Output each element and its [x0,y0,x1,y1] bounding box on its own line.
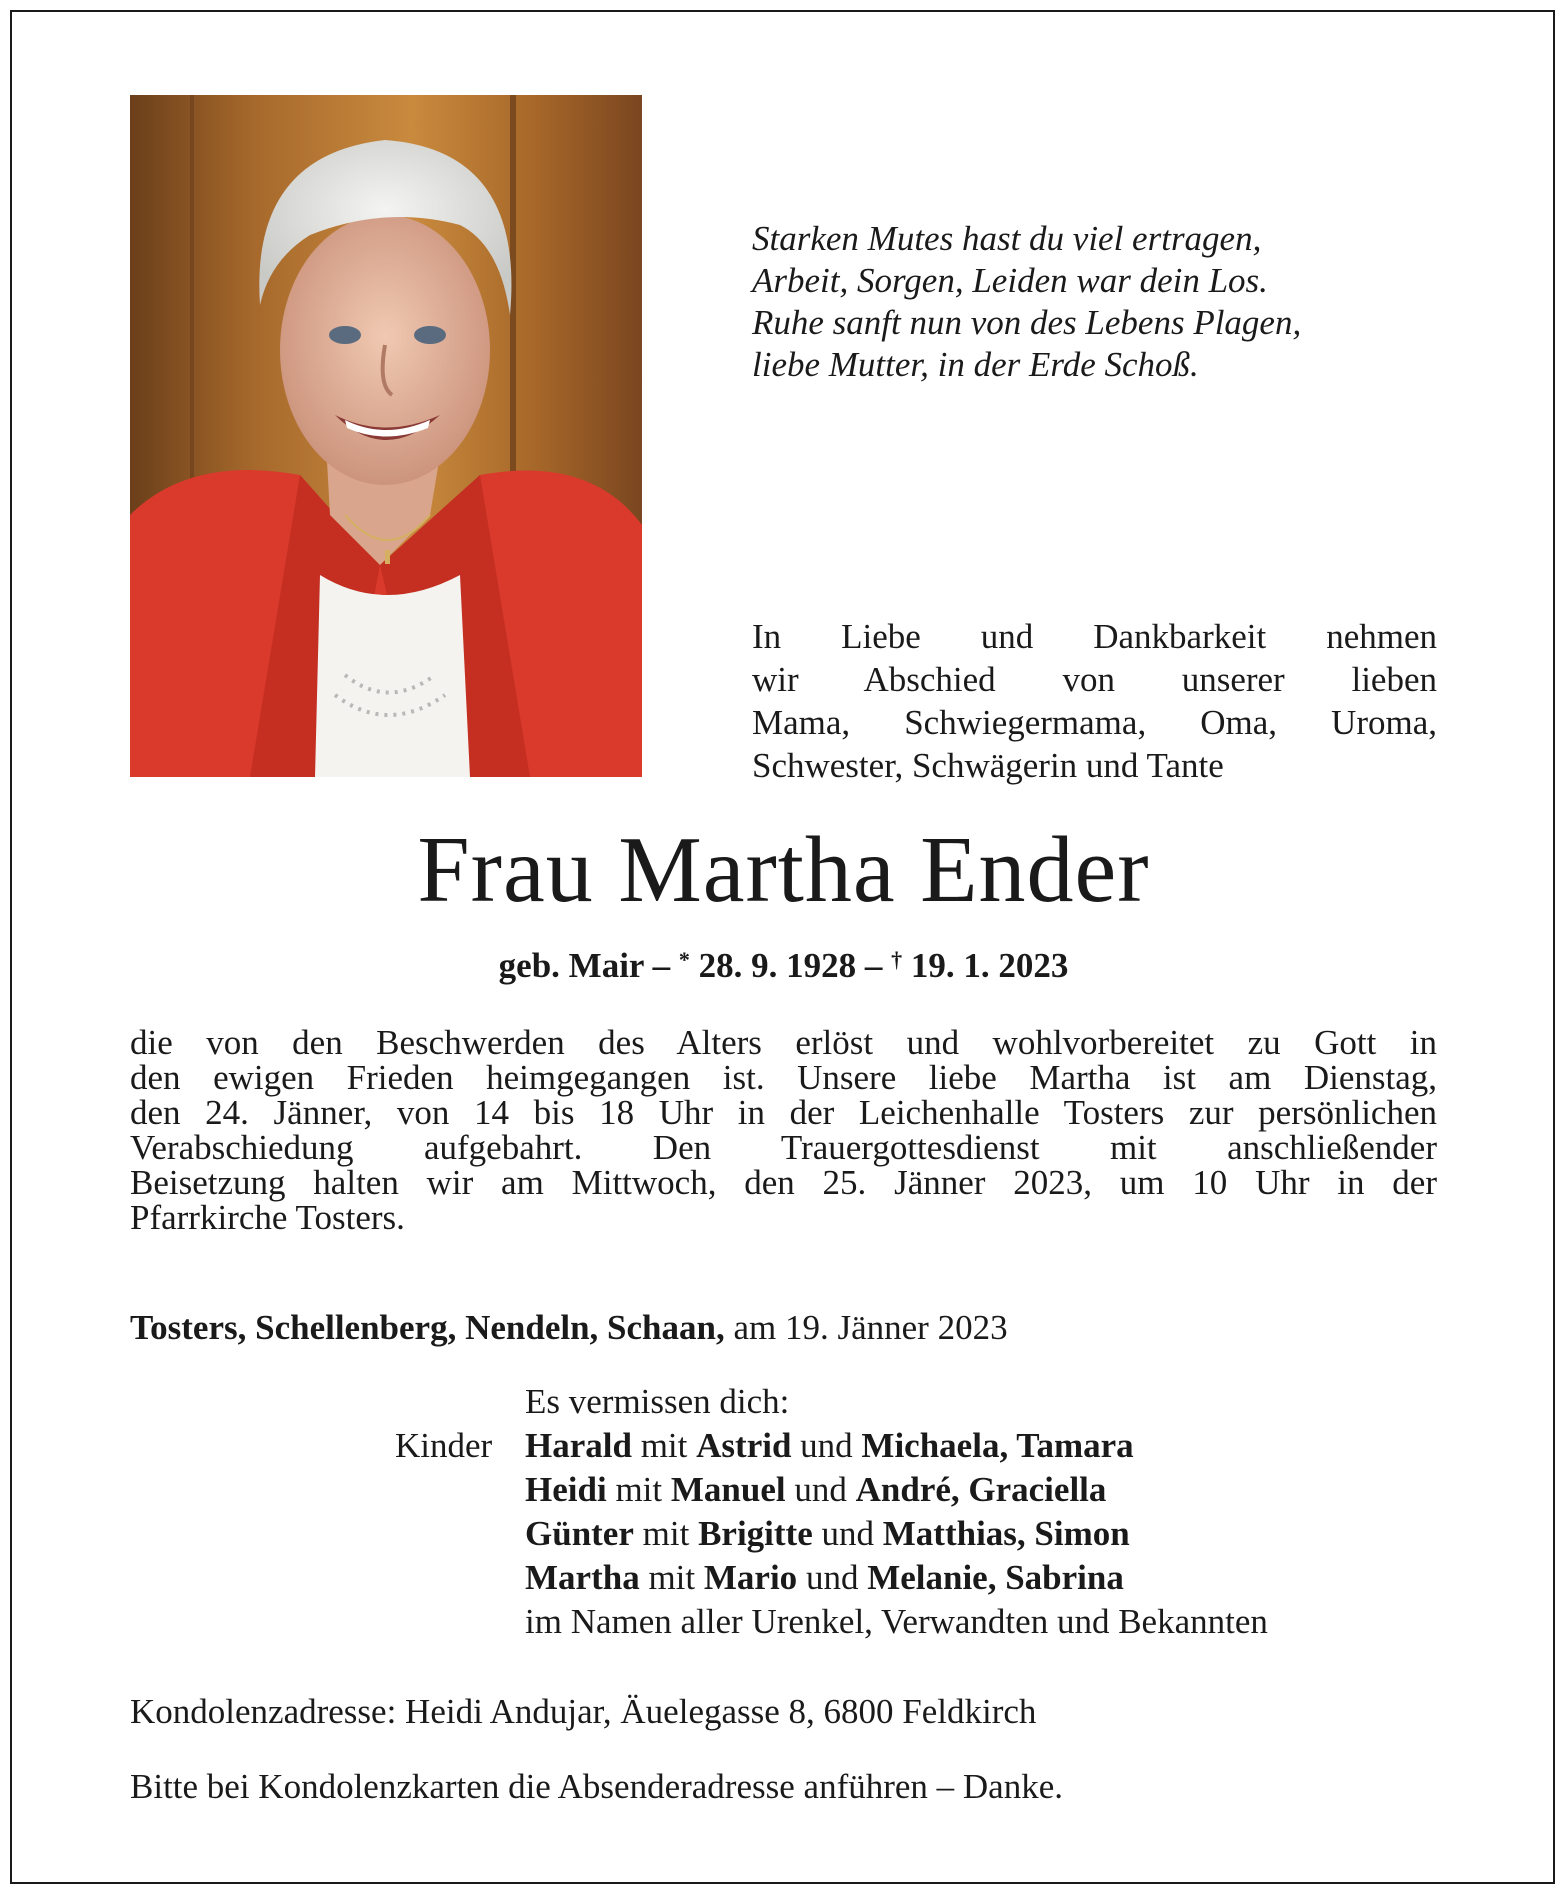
partner-name: Brigitte [698,1514,813,1553]
child-name: Martha [525,1558,640,1597]
grandchildren-names: Matthias, Simon [882,1514,1130,1553]
mourners-list [395,1380,1445,1644]
place-locations: Tosters, Schellenberg, Nendeln, Schaan, [130,1308,725,1347]
poem-line: Starken Mutes hast du viel ertragen, [752,219,1262,258]
life-dates [0,938,1567,988]
child-name: Heidi [525,1470,607,1509]
intro-line: Mama, Schwiegermama, Oma, Uroma, [752,703,1437,742]
mourner-row [395,1512,1445,1556]
mourners-heading: Es vermissen dich: [525,1382,790,1421]
mourner-row [395,1468,1445,1512]
poem-line: Ruhe sanft nun von des Lebens Plagen, [752,303,1302,342]
body-line: Pfarrkirche Tosters. [130,1198,405,1237]
child-name: Günter [525,1514,634,1553]
body-line: Verabschiedung aufgebahrt. Den Trauergottesdienst mit anschließender [130,1128,1437,1167]
grandchildren-names: Melanie, Sabrina [867,1558,1124,1597]
connector-text: und [821,1514,875,1553]
connector-text: mit [615,1470,663,1509]
intro-line: Schwester, Schwägerin und Tante [752,746,1224,785]
connector-text: mit [648,1558,696,1597]
poem-line: liebe Mutter, in der Erde Schoß. [752,345,1199,384]
place-date: am 19. Jänner 2023 [733,1308,1008,1347]
deceased-name: Frau Martha Ender [417,818,1150,922]
body-line: den 24. Jänner, von 14 bis 18 Uhr in der Leichenhalle Tosters zur persönlichen [130,1093,1437,1132]
kinder-label: Kinder [395,1426,493,1465]
grandchildren-names: André, Graciella [855,1470,1107,1509]
connector-text: und [794,1470,847,1509]
poem-line: Arbeit, Sorgen, Leiden war dein Los. [752,261,1268,300]
partner-name: Astrid [696,1426,792,1465]
body-line: die von den Beschwerden des Alters erlöst und wohlvorbereitet zu Gott in [130,1023,1437,1062]
mourner-row [395,1556,1445,1600]
farewell-intro [752,615,1437,787]
mourner-row [395,1424,1445,1468]
partner-name: Manuel [670,1470,786,1509]
intro-line: wir Abschied von unserer lieben [752,660,1437,699]
connector-text: und [800,1426,853,1465]
mourners-footer-row [395,1600,1445,1644]
child-name: Harald [525,1426,632,1465]
partner-name: Mario [703,1558,798,1597]
intro-line: In Liebe und Dankbarkeit nehmen [752,617,1437,656]
memorial-poem [752,218,1472,386]
place-and-date [130,1306,1437,1350]
maiden-name: geb. Mair – [498,946,671,985]
closing-note: Bitte bei Kondolenzkarten die Absenderadresse anführen – Danke. [130,1767,1064,1806]
mourners-heading-row [395,1380,1445,1424]
grandchildren-names: Michaela, Tamara [861,1426,1134,1465]
connector-text: mit [640,1426,688,1465]
portrait-image [130,95,642,777]
birth-symbol: * [678,947,690,972]
announcement-text [130,1025,1437,1235]
connector-text: und [805,1558,859,1597]
body-line: den ewigen Frieden heimgegangen ist. Unsere liebe Martha ist am Dienstag, [130,1058,1437,1097]
birth-date: 28. 9. 1928 – [698,946,883,985]
mourners-footer: im Namen aller Urenkel, Verwandten und Bekannten [525,1602,1268,1641]
portrait-photo [130,95,642,777]
death-date: 19. 1. 2023 [910,946,1069,985]
body-line: Beisetzung halten wir am Mittwoch, den 25. Jänner 2023, um 10 Uhr in der [130,1163,1437,1202]
death-symbol: † [891,947,903,972]
condolence-address: Kondolenzadresse: Heidi Andujar, Äuelegasse 8, 6800 Feldkirch [130,1692,1037,1731]
connector-text: mit [642,1514,690,1553]
